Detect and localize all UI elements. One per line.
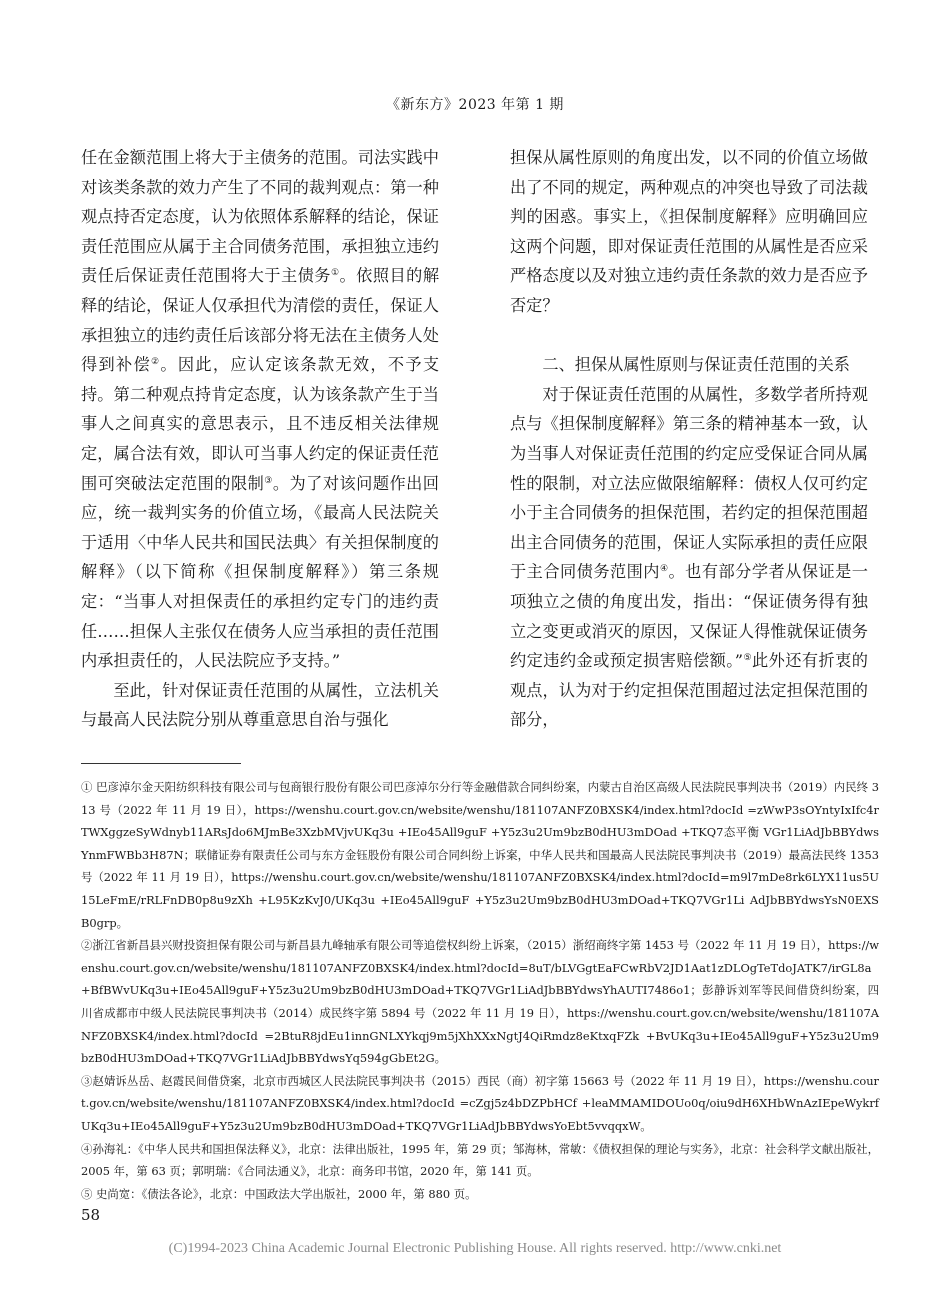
- text-run: 此外还有折衷的观点，认为对于约定担保范围超过法定担保范围的部分，: [510, 651, 868, 730]
- right-paragraph-1: 担保从属性原则的角度出发，以不同的价值立场做出了不同的规定，两种观点的冲突也导致了司法裁判的困惑。事实上，《担保制度解释》应明确回应这两个问题，即对保证责任范围的从属性是否应采严格态度以及对独立违约责任条款的效力是否应予否定？: [510, 148, 868, 315]
- footnote-5: ⑤ 史尚宽：《债法各论》，北京：中国政法大学出版社，2000 年，第 880 页。: [81, 1186, 477, 1201]
- text-run: 对于保证责任范围的从属性，多数学者所持观点与《担保制度解释》第三条的精神基本一致，认为当事人对保证责任范围的约定应受保证合同从属性的限制，对立法应做限缩解释：债权人仅可约定小于主合同债务的担保范围，若约定的担保范围超出主合同债务的范围，保证人实际承担的责任应限于主合同债务范围内: [510, 384, 868, 582]
- footnote-4: ④孙海礼：《中华人民共和国担保法释义》，北京：法律出版社，1995 年，第 29 页；邹海林，常敏：《债权担保的理论与实务》，北京：社会科学文献出版社，2005 年，第 63 页；郭明瑞：《合同法通义》，北京：商务印书馆，2020 年，第 141 页。: [81, 1141, 879, 1179]
- footnote-ref-1[interactable]: ①: [330, 268, 340, 279]
- section-heading: 二、担保从属性原则与保证责任范围的关系: [542, 355, 850, 375]
- footnote-ref-2[interactable]: ②: [150, 357, 161, 368]
- footnote-ref-5[interactable]: ⑤: [743, 653, 753, 664]
- footnote-ref-3[interactable]: ③: [264, 475, 273, 486]
- text-run: 。依照目的解释的结论，保证人仅承担代为清偿的责任，保证人承担独立的违约责任后该部分将无法在主债务人处得到补偿: [81, 266, 440, 375]
- footnote-2: ②浙江省新昌县兴财投资担保有限公司与新昌县九峰轴承有限公司等追偿权纠纷上诉案，（2015）浙绍商终字第 1453 号（2022 年 11 月 19 日），https://wenshu.court.gov.cn/website/wenshu/181107ANFZ0BXSK4/index.html?docId=8uT/bLVGgtEaFCwRbV2JD1Aat1zDLOgTeTdoJATK7/irGL8a+BfBWvUKq3u+IEo45All9guF+Y5z3u2Um9bzB0dHU3mDOad+TKQ7VGr1LiAdJbBBYdwsYhAUTI7486o1；彭静诉刘军等民间借贷纠纷案，四川省成都市中级人民法院民事判决书（2014）成民终字第 5894 号（2022 年 11 月 19 日），https://wenshu.court.gov.cn/website/wenshu/181107ANFZ0BXSK4/index.html?docId =2BtuR8jdEu1innGNLXYkqj9m5jXhXXxNgtJ4QiRmdz8eKtxqFZk +BvUKq3u+IEo45All9guF+Y5z3u2Um9bzB0dHU3mDOad+TKQ7VGr1LiAdJbBBYdwsYq594gGbEt2G。: [81, 938, 879, 1066]
- right-column: [510, 143, 868, 735]
- footnote-1: ① 巴彦淖尔金天阳纺织科技有限公司与包商银行股份有限公司巴彦淖尔分行等金融借款合同纠纷案，内蒙古自治区高级人民法院民事判决书（2019）内民终 313 号（2022 年 11 月 19 日），https://wenshu.court.gov.cn/website/wenshu/181107ANFZ0BXSK4/index.html?docId =zWwP3sOYntyIxIfc4rTWXggzeSyWdnyb11ARsJdo6MJmBe3XzbMVjvUKq3u +IEo45All9guF +Y5z3u2Um9bzB0dHU3mDOad +TKQ7态平衡 VGr1LiAdJbBBYdwsYnmFWBb3H87N；联储证券有限责任公司与东方金钰股份有限公司合同纠纷上诉案，中华人民共和国最高人民法院民事判决书（2019）最高法民终 1353 号（2022 年 11 月 19 日），https://wenshu.court.gov.cn/website/wenshu/181107ANFZ0BXSK4/index.html?docId=m9l7mDe8rk6LYX11us5U15LeFmE/rRLFnDB0p8u9zXh +L95KzKvJ0/UKq3u +IEo45All9guF +Y5z3u2Um9bzB0dHU3mDOad+TKQ7VGr1Li AdJbBBYdwsYsN0EXSB0grp。: [81, 780, 879, 930]
- journal-header: 《新东方》2023 年第 1 期: [386, 97, 564, 113]
- left-paragraph-1: [81, 143, 439, 676]
- text-run: 。为了对该问题作出回应，统一裁判实务的价值立场，《最高人民法院关于适用〈中华人民共和国民法典〉有关担保制度的解释》（以下简称《担保制度解释》）第三条规定：“当事人对担保责任的承担约定专门的违约责任……担保人主张仅在债务人应当承担的责任范围内承担责任的，人民法院应予支持。”: [81, 473, 439, 671]
- footnote-ref-4[interactable]: ④: [659, 564, 669, 575]
- copyright-notice: (C)1994-2023 China Academic Journal Electronic Publishing House. All rights reserved. http://www.cnki.net: [168, 1241, 782, 1256]
- page-number: 58: [81, 1206, 101, 1224]
- text-run: 任在金额范围上将大于主债务的范围。司法实践中对该类条款的效力产生了不同的裁判观点：第一种观点持否定态度，认为依照体系解释的结论，保证责任范围应从属于主合同债务范围，承担独立违约责任后保证责任范围将大于主债务: [81, 148, 439, 286]
- text-run: 。也有部分学者从保证是一项独立之债的角度出发，指出：“保证债务得有独立之变更或消灭的原因，又保证人得惟就保证债务约定违约金或预定损害赔偿额。”: [510, 562, 868, 671]
- left-paragraph-2: 至此，针对保证责任范围的从属性，立法机关与最高人民法院分别从尊重意思自治与强化: [81, 680, 439, 730]
- footnotes: [81, 776, 879, 1205]
- footnote-divider: [81, 763, 241, 764]
- footnote-3: ③赵婧诉丛岳、赵霞民间借贷案，北京市西城区人民法院民事判决书（2015）西民（商）初字第 15663 号（2022 年 11 月 19 日），https://wenshu.court.gov.cn/website/wenshu/181107ANFZ0BXSK4/index.html?docId =cZgj5z4bDZPbHCf +leaMMAMIDOUo0q/oiu9dH6XHbWnAzIEpeWykrfUKq3u+IEo45All9guF+Y5z3u2Um9bzB0dHU3mDOad+TKQ7VGr1LiAdJbBBYdwsYoEbt5vvqqxW。: [81, 1073, 879, 1133]
- right-paragraph-2: [510, 380, 868, 735]
- text-run: 。因此，应认定该条款无效，不予支持。第二种观点持肯定态度，认为该条款产生于当事人之间真实的意思表示，且不违反相关法律规定，属合法有效，即认可当事人约定的保证责任范围可突破法定范围的限制: [81, 355, 440, 493]
- left-column: [81, 143, 439, 735]
